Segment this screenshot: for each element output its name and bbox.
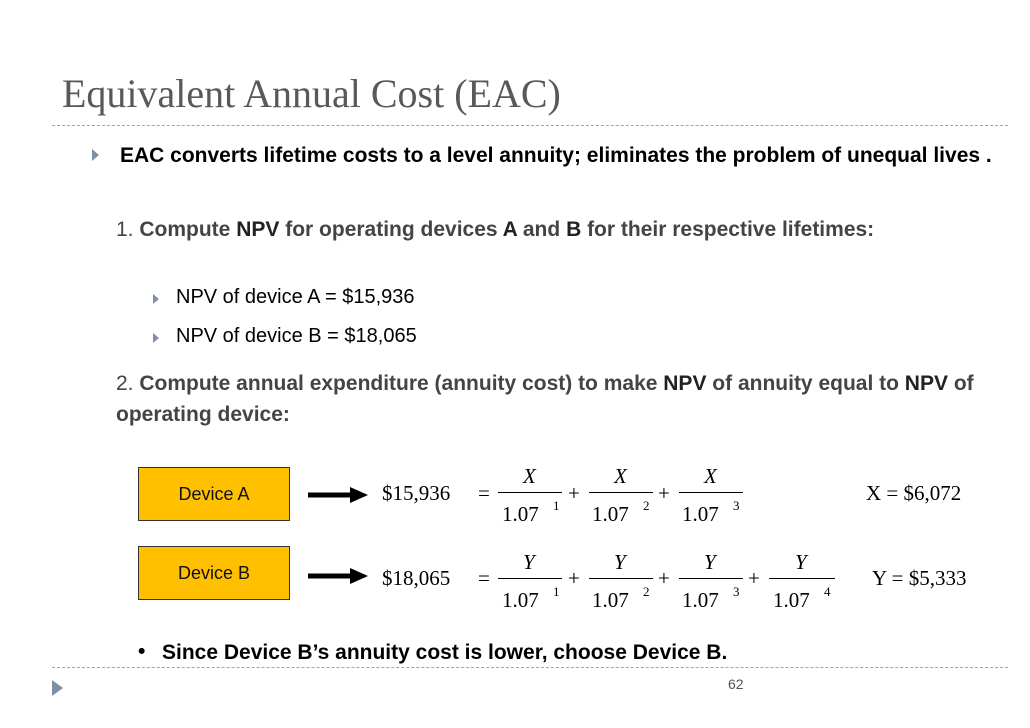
plus-sign: + [568, 566, 580, 590]
step-1-number: 1. [116, 218, 134, 241]
fraction-bar [679, 578, 743, 579]
result-y: Y = $5,333 [872, 566, 967, 590]
step-1 [116, 214, 976, 245]
plus-sign: + [748, 566, 760, 590]
title-divider [52, 125, 1008, 126]
fraction-bar [498, 492, 562, 493]
result-x: X = $6,072 [866, 481, 962, 505]
plus-sign: + [658, 481, 670, 505]
arrow-right-icon [308, 485, 368, 505]
denominator-base: 1.07 [682, 502, 719, 526]
step-1-text-a: Compute [139, 218, 237, 241]
exponent: 1 [553, 584, 560, 599]
denominator-base: 1.07 [682, 588, 719, 612]
bullet-arrow-icon [92, 149, 99, 161]
denominator-base: 1.07 [592, 588, 629, 612]
slide-title: Equivalent Annual Cost (EAC) [62, 71, 561, 116]
conclusion-text: Since Device B’s annuity cost is lower, choose Device B. [162, 641, 728, 664]
step-2-npv-2: NPV [904, 372, 948, 395]
exponent: 2 [643, 584, 650, 599]
exponent: 1 [553, 498, 560, 513]
main-bullet-text: EAC converts lifetime costs to a level annuity; eliminates the problem of unequal lives . [120, 144, 992, 167]
numerator-x: X [523, 464, 536, 488]
numerator-y: Y [795, 550, 807, 574]
numerator-x: X [614, 464, 627, 488]
step-2-text-a: Compute annual expenditure (annuity cost) to make [139, 372, 664, 395]
equals-sign: = [478, 481, 490, 505]
equals-sign: = [478, 566, 490, 590]
step-2-text-e: of operating device: [116, 372, 974, 426]
sub-bullet-arrow-icon [153, 294, 159, 304]
fraction-bar [498, 578, 562, 579]
npv-device-b: NPV of device B = $18,065 [176, 325, 417, 347]
numerator-x: X [704, 464, 717, 488]
device-a-box: Device A [138, 467, 290, 521]
step-1-text-e: and [517, 218, 567, 241]
plus-sign: + [568, 481, 580, 505]
step-1-npv: NPV [236, 218, 280, 241]
exponent: 2 [643, 498, 650, 513]
exponent: 3 [733, 584, 740, 599]
fraction-bar [769, 578, 835, 579]
numerator-y: Y [614, 550, 626, 574]
step-1-text-g: for their respective lifetimes: [581, 218, 875, 241]
step-2-npv: NPV [663, 372, 707, 395]
step-2 [116, 368, 996, 430]
step-1-text-c: for operating devices [279, 218, 503, 241]
arrow-right-icon [308, 566, 368, 586]
fraction-bar [589, 492, 653, 493]
denominator-base: 1.07 [592, 502, 629, 526]
equation-b-lhs: $18,065 [382, 566, 451, 590]
denominator-base: 1.07 [773, 588, 810, 612]
exponent: 4 [824, 584, 831, 599]
step-2-text-c: of annuity equal to [706, 372, 905, 395]
footer-arrow-icon [52, 680, 63, 696]
denominator-base: 1.07 [502, 588, 539, 612]
conclusion-dot: • [138, 640, 146, 663]
fraction-bar [679, 492, 743, 493]
numerator-y: Y [704, 550, 716, 574]
step-1-a: A [502, 218, 518, 241]
equation-a-lhs: $15,936 [382, 481, 451, 505]
plus-sign: + [658, 566, 670, 590]
footer-divider [52, 667, 1008, 668]
numerator-y: Y [523, 550, 535, 574]
device-b-box: Device B [138, 546, 290, 600]
denominator-base: 1.07 [502, 502, 539, 526]
npv-device-a: NPV of device A = $15,936 [176, 286, 415, 308]
fraction-bar [589, 578, 653, 579]
exponent: 3 [733, 498, 740, 513]
step-1-b: B [566, 218, 582, 241]
step-2-number: 2. [116, 372, 134, 395]
page-number: 62 [728, 676, 744, 692]
sub-bullet-arrow-icon [153, 333, 159, 343]
